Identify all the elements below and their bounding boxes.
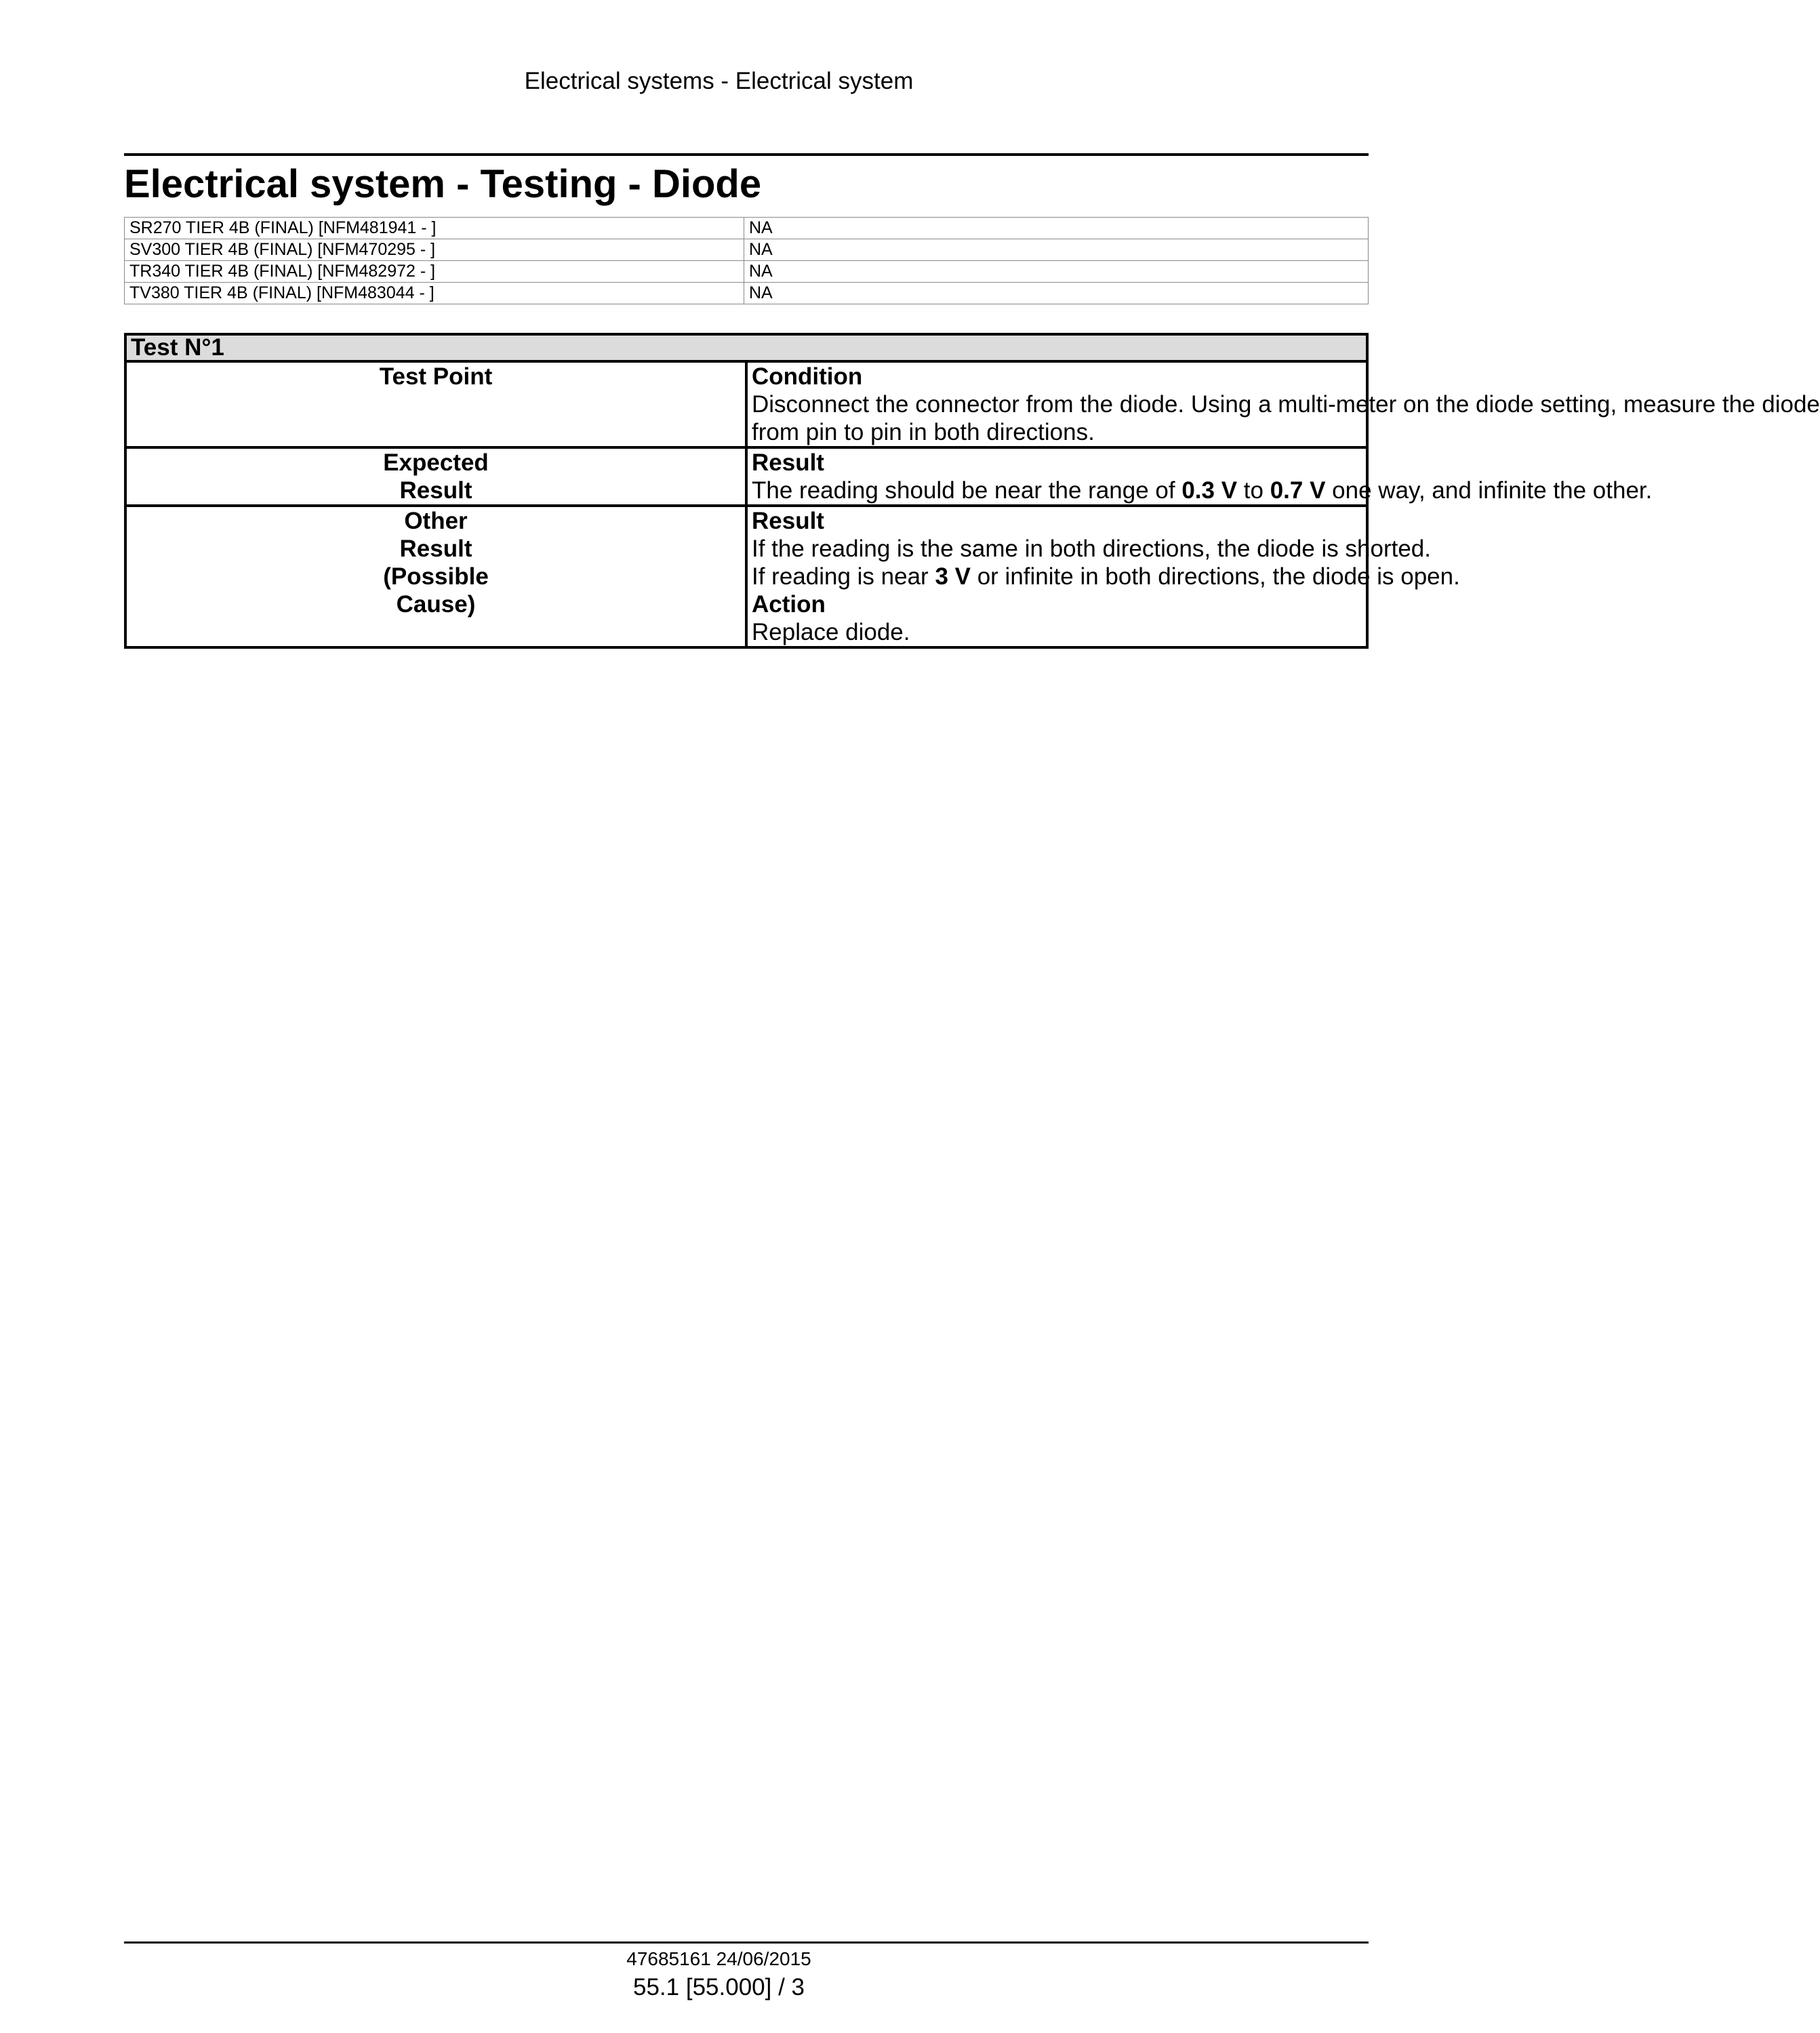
text-segment: to (1237, 477, 1270, 504)
test-point-label-text: Test Point (379, 363, 493, 390)
test-point-row (125, 361, 1367, 447)
text-segment: The reading should be near the range of (752, 477, 1182, 504)
action-heading: Action (752, 591, 826, 618)
label-line: (Possible (383, 563, 489, 590)
text-segment: one way, and infinite the other. (1325, 477, 1653, 504)
label-line: Result (399, 536, 472, 562)
model-cell: SR270 TIER 4B (FINAL) [NFM481941 - ] (125, 218, 744, 239)
page-number: 55.1 [55.000] / 3 (633, 1974, 805, 2000)
label-line: Cause) (396, 591, 476, 618)
expected-result-text (752, 477, 1653, 504)
expected-result-row (125, 447, 1367, 506)
action-line: Replace diode. (752, 619, 910, 645)
test-table (124, 333, 1820, 649)
other-result-label (125, 506, 746, 647)
model-applicability-table (124, 217, 1369, 304)
expected-result-body (746, 447, 1653, 506)
condition-heading: Condition (752, 363, 863, 390)
cause-line: If the reading is the same in both directions, the diode is shorted. (752, 536, 1431, 562)
label-line: Result (399, 477, 472, 504)
table-row (125, 261, 1369, 283)
other-result-row (125, 506, 1367, 647)
voltage-value: 0.3 V (1181, 477, 1238, 504)
text-segment: or infinite in both directions, the diode is open. (970, 563, 1460, 590)
model-cell: TR340 TIER 4B (FINAL) [NFM482972 - ] (125, 261, 744, 283)
voltage-value: 0.7 V (1270, 477, 1326, 504)
result-heading: Result (752, 508, 824, 534)
test-point-label (125, 361, 746, 447)
title-rule (124, 153, 1369, 156)
running-header: Electrical systems - Electrical system (524, 68, 914, 94)
table-row (125, 283, 1369, 304)
model-cell: TV380 TIER 4B (FINAL) [NFM483044 - ] (125, 283, 744, 304)
test-heading-row (125, 334, 1367, 361)
value-cell: NA (744, 261, 1369, 283)
footer-doc-code: 47685161 24/06/2015 (626, 1948, 811, 1969)
condition-line: Disconnect the connector from the diode. Using a multi-meter on the diode setting, measure the diode (752, 391, 1820, 418)
page-title: Electrical system - Testing - Diode (124, 162, 762, 206)
test-point-body (746, 361, 1820, 447)
result-heading: Result (752, 449, 824, 476)
table-row (125, 218, 1369, 239)
label-line: Expected (383, 449, 489, 476)
condition-line: from pin to pin in both directions. (752, 419, 1095, 445)
expected-result-label (125, 447, 746, 506)
other-result-body (746, 506, 1460, 647)
model-cell: SV300 TIER 4B (FINAL) [NFM470295 - ] (125, 239, 744, 261)
value-cell: NA (744, 283, 1369, 304)
text-segment: If reading is near (752, 563, 935, 590)
footer-rule (124, 1941, 1369, 1944)
test-heading: Test N°1 (125, 334, 1367, 361)
label-line: Other (404, 508, 468, 534)
table-row (125, 239, 1369, 261)
value-cell: NA (744, 239, 1369, 261)
cause-line (752, 563, 1460, 590)
voltage-value: 3 V (935, 563, 971, 590)
value-cell: NA (744, 218, 1369, 239)
